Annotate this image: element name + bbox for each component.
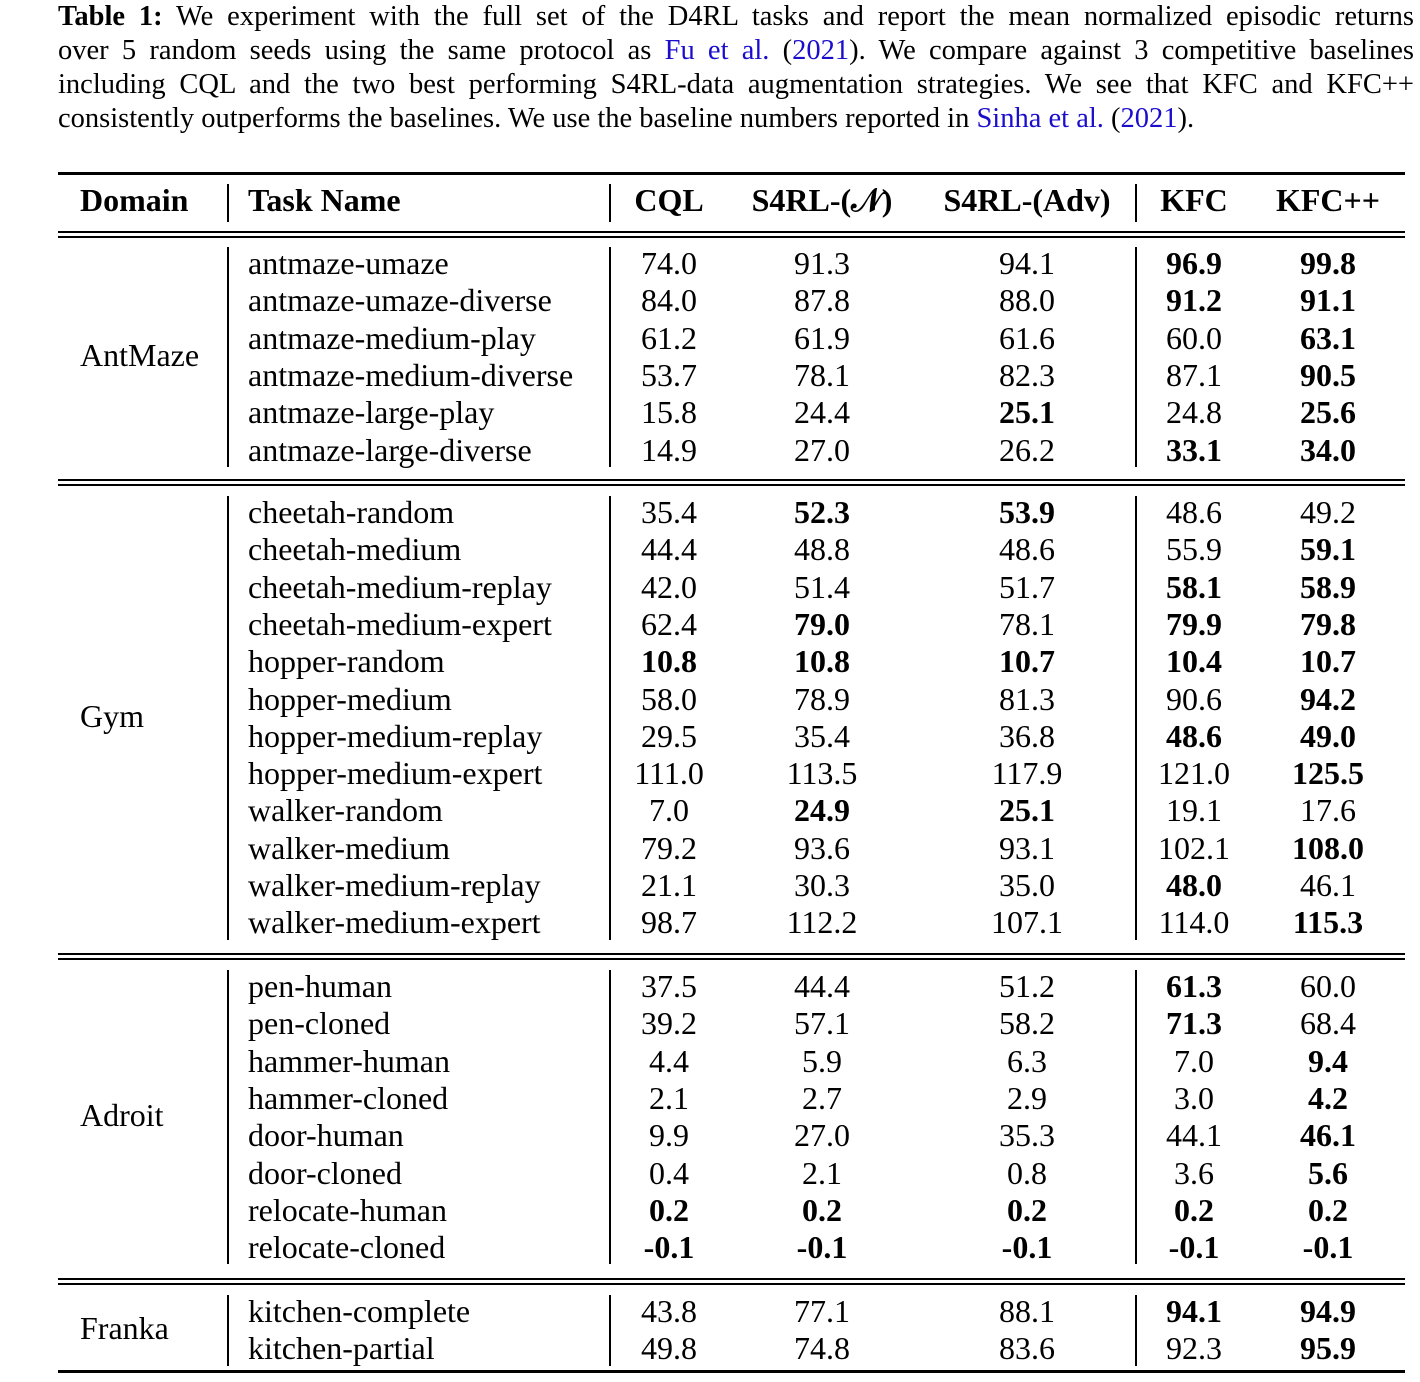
task-name: walker-medium — [248, 829, 450, 866]
value-cell: 24.8 — [1166, 394, 1222, 431]
value-cell: 117.9 — [991, 755, 1063, 792]
value-cell: 10.8 — [794, 643, 850, 680]
top-rule — [58, 172, 1405, 175]
value-cell: 107.1 — [991, 904, 1063, 941]
value-cell: 10.4 — [1166, 643, 1222, 680]
value-cell: 42.0 — [641, 568, 697, 605]
value-cell: 79.0 — [794, 605, 850, 642]
value-cell: 88.1 — [999, 1293, 1055, 1329]
domain-label: Franka — [80, 1310, 169, 1347]
value-cell: -0.1 — [643, 1229, 695, 1266]
value-cell: 24.9 — [794, 792, 850, 829]
value-cell: 79.2 — [641, 829, 697, 866]
value-cell: 35.4 — [794, 717, 850, 754]
value-cell: 51.7 — [999, 568, 1055, 605]
value-cell: 61.2 — [641, 319, 697, 356]
value-cell: 94.2 — [1300, 680, 1356, 717]
value-cell: 9.9 — [649, 1117, 689, 1154]
value-cell: 6.3 — [1007, 1042, 1047, 1079]
group-rule-1 — [58, 479, 1405, 481]
value-cell: -0.1 — [796, 1229, 848, 1266]
value-cell: 27.0 — [794, 1117, 850, 1154]
value-cell: 2.9 — [1007, 1079, 1047, 1116]
value-cell: 10.8 — [641, 643, 697, 680]
value-cell: 3.6 — [1174, 1154, 1214, 1191]
task-name: hammer-cloned — [248, 1079, 449, 1116]
task-name: door-human — [248, 1117, 404, 1154]
value-cell: 125.5 — [1292, 755, 1364, 792]
task-name: antmaze-medium-diverse — [248, 356, 574, 393]
task-name: antmaze-medium-play — [248, 319, 536, 356]
domain-separator — [227, 496, 229, 940]
header-kfcpp: KFC++ — [1275, 182, 1380, 218]
value-cell: -0.1 — [1168, 1229, 1220, 1266]
value-cell: 87.1 — [1166, 356, 1222, 393]
value-cell: 35.3 — [999, 1117, 1055, 1154]
value-cell: 62.4 — [641, 605, 697, 642]
value-cell: 90.6 — [1166, 680, 1222, 717]
value-cell: 60.0 — [1300, 968, 1356, 1004]
value-cell: 91.2 — [1166, 282, 1222, 319]
value-cell: 44.1 — [1166, 1117, 1222, 1154]
header-kfc: KFC — [1160, 182, 1228, 218]
citation-year-fu[interactable]: 2021 — [792, 35, 850, 66]
value-cell: 0.8 — [1007, 1154, 1047, 1191]
value-cell: 60.0 — [1166, 319, 1222, 356]
value-cell: 96.9 — [1166, 245, 1222, 281]
caption-line-4: consistently outperforms the baselines. We use the baseline numbers reported in Sinha et al. (2021). — [58, 103, 1195, 134]
value-cell: 49.2 — [1300, 494, 1356, 530]
task-name: hopper-medium-replay — [248, 717, 543, 754]
task-name: antmaze-umaze — [248, 245, 449, 281]
value-cell: 94.1 — [1166, 1293, 1222, 1329]
group-rule-1 — [58, 953, 1405, 955]
value-cell: 79.9 — [1166, 605, 1222, 642]
value-cell: 74.0 — [641, 245, 697, 281]
value-cell: 21.1 — [641, 867, 697, 903]
value-cell: 49.0 — [1300, 717, 1356, 754]
value-cell: 10.7 — [1300, 643, 1356, 680]
value-cell: 78.9 — [794, 680, 850, 717]
group-rule-1 — [58, 1278, 1405, 1280]
value-cell: 0.2 — [1007, 1191, 1047, 1228]
value-cell: 92.3 — [1166, 1330, 1222, 1367]
value-cell: 48.6 — [999, 531, 1055, 568]
value-cell: 102.1 — [1158, 829, 1230, 866]
value-cell: 25.1 — [999, 394, 1055, 431]
group-rule-2 — [58, 958, 1405, 960]
value-cell: 111.0 — [634, 755, 704, 792]
value-cell: 71.3 — [1166, 1005, 1222, 1042]
value-cell: 0.4 — [649, 1154, 689, 1191]
value-cell: 4.4 — [649, 1042, 689, 1079]
value-cell: 84.0 — [641, 282, 697, 319]
value-cell: 7.0 — [649, 792, 689, 829]
value-cell: 81.3 — [999, 680, 1055, 717]
domain-separator — [227, 247, 229, 467]
task-name: antmaze-large-diverse — [248, 431, 532, 468]
caption-line-1: Table 1: We experiment with the full set of the D4RL tasks and report the mean normalized episodic returns — [58, 1, 1414, 32]
header-sep-domain — [227, 184, 229, 222]
header-s4rl-n: S4RL-(𝒩) — [751, 182, 893, 218]
task-name: cheetah-medium-replay — [248, 568, 552, 605]
value-cell: 10.7 — [999, 643, 1055, 680]
value-cell: 59.1 — [1300, 531, 1356, 568]
task-name: hammer-human — [248, 1042, 450, 1079]
value-cell: 48.6 — [1166, 717, 1222, 754]
value-cell: 9.4 — [1308, 1042, 1348, 1079]
domain-label: Adroit — [80, 1097, 164, 1134]
header-rule-1 — [58, 231, 1405, 233]
task-name: walker-medium-expert — [248, 904, 541, 941]
value-cell: 63.1 — [1300, 319, 1356, 356]
value-cell: 57.1 — [794, 1005, 850, 1042]
value-cell: -0.1 — [1302, 1229, 1354, 1266]
value-cell: 0.2 — [802, 1191, 842, 1228]
value-cell: 48.6 — [1166, 494, 1222, 530]
value-cell: 4.2 — [1308, 1079, 1348, 1116]
citation-link-fu[interactable]: Fu et al. — [664, 35, 770, 66]
value-cell: 58.0 — [641, 680, 697, 717]
value-cell: 58.1 — [1166, 568, 1222, 605]
value-cell: 35.0 — [999, 867, 1055, 903]
value-cell: 33.1 — [1166, 431, 1222, 468]
value-cell: 29.5 — [641, 717, 697, 754]
value-cell: 44.4 — [641, 531, 697, 568]
value-cell: 78.1 — [999, 605, 1055, 642]
value-cell: 27.0 — [794, 431, 850, 468]
value-cell: 36.8 — [999, 717, 1055, 754]
value-cell: 94.1 — [999, 245, 1055, 281]
value-cell: 94.9 — [1300, 1293, 1356, 1329]
value-cell: 98.7 — [641, 904, 697, 941]
caption-line-2: over 5 random seeds using the same protocol as Fu et al. (2021). We compare against 3 competitive baselines — [58, 35, 1414, 66]
value-cell: 3.0 — [1174, 1079, 1214, 1116]
value-cell: 7.0 — [1174, 1042, 1214, 1079]
domain-separator — [227, 970, 229, 1264]
task-name: antmaze-umaze-diverse — [248, 282, 552, 319]
value-cell: 17.6 — [1300, 792, 1356, 829]
task-name: antmaze-large-play — [248, 394, 495, 431]
task-name: door-cloned — [248, 1154, 402, 1191]
value-cell: 24.4 — [794, 394, 850, 431]
value-cell: 61.6 — [999, 319, 1055, 356]
value-cell: 93.6 — [794, 829, 850, 866]
task-name: cheetah-medium-expert — [248, 605, 552, 642]
task-name: kitchen-complete — [248, 1293, 471, 1329]
value-cell: 83.6 — [999, 1330, 1055, 1367]
value-cell: 99.8 — [1300, 245, 1356, 281]
value-cell: 43.8 — [641, 1293, 697, 1329]
domain-label: Gym — [80, 697, 144, 734]
value-cell: 46.1 — [1300, 867, 1356, 903]
value-cell: 87.8 — [794, 282, 850, 319]
value-cell: 25.1 — [999, 792, 1055, 829]
value-cell: 61.9 — [794, 319, 850, 356]
caption-label: Table 1: — [58, 1, 163, 32]
value-cell: 52.3 — [794, 494, 850, 530]
header-rule-2 — [58, 236, 1405, 238]
value-cell: 35.4 — [641, 494, 697, 530]
value-cell: 2.1 — [649, 1079, 689, 1116]
task-name: relocate-cloned — [248, 1229, 446, 1266]
bottom-rule — [58, 1370, 1405, 1373]
group-rule-2 — [58, 1283, 1405, 1285]
caption-line-3: including CQL and the two best performing S4RL-data augmentation strategies. We see that KFC and KFC++ — [58, 69, 1414, 100]
header-task-name: Task Name — [248, 182, 401, 218]
value-cell: 74.8 — [794, 1330, 850, 1367]
value-cell: 82.3 — [999, 356, 1055, 393]
value-cell: 88.0 — [999, 282, 1055, 319]
value-cell: 15.8 — [641, 394, 697, 431]
value-cell: 53.9 — [999, 494, 1055, 530]
value-cell: 78.1 — [794, 356, 850, 393]
value-cell: 49.8 — [641, 1330, 697, 1367]
value-cell: 48.0 — [1166, 867, 1222, 903]
task-name: walker-random — [248, 792, 443, 829]
value-cell: 114.0 — [1158, 904, 1230, 941]
value-cell: 91.1 — [1300, 282, 1356, 319]
value-cell: 58.2 — [999, 1005, 1055, 1042]
value-cell: 51.2 — [999, 968, 1055, 1004]
task-name: cheetah-random — [248, 494, 455, 530]
value-cell: 68.4 — [1300, 1005, 1356, 1042]
value-cell: 95.9 — [1300, 1330, 1356, 1367]
value-cell: 48.8 — [794, 531, 850, 568]
value-cell: 44.4 — [794, 968, 850, 1004]
header-sep-methods — [1135, 184, 1137, 222]
value-cell: 0.2 — [1174, 1191, 1214, 1228]
header-s4rl-adv: S4RL-(Adv) — [943, 182, 1111, 218]
task-name: pen-cloned — [248, 1005, 391, 1042]
value-cell: 2.1 — [802, 1154, 842, 1191]
value-cell: 5.6 — [1308, 1154, 1348, 1191]
value-cell: 37.5 — [641, 968, 697, 1004]
value-cell: 5.9 — [802, 1042, 842, 1079]
value-cell: 91.3 — [794, 245, 850, 281]
value-cell: 14.9 — [641, 431, 697, 468]
task-name: relocate-human — [248, 1191, 447, 1228]
value-cell: 90.5 — [1300, 356, 1356, 393]
value-cell: 34.0 — [1300, 431, 1356, 468]
value-cell: 0.2 — [649, 1191, 689, 1228]
task-name: hopper-medium — [248, 680, 452, 717]
task-name: hopper-random — [248, 643, 445, 680]
value-cell: 26.2 — [999, 431, 1055, 468]
task-name: hopper-medium-expert — [248, 755, 543, 792]
value-cell: 2.7 — [802, 1079, 842, 1116]
value-cell: 19.1 — [1166, 792, 1222, 829]
value-cell: 39.2 — [641, 1005, 697, 1042]
value-cell: 113.5 — [786, 755, 858, 792]
header-cql: CQL — [634, 182, 704, 218]
citation-link-sinha[interactable]: Sinha et al. — [976, 103, 1104, 134]
value-cell: 30.3 — [794, 867, 850, 903]
value-cell: 121.0 — [1158, 755, 1230, 792]
group-rule-2 — [58, 484, 1405, 486]
header-domain: Domain — [80, 182, 189, 218]
value-cell: 112.2 — [786, 904, 858, 941]
value-cell: 55.9 — [1166, 531, 1222, 568]
value-cell: -0.1 — [1001, 1229, 1053, 1266]
domain-separator — [227, 1295, 229, 1366]
value-cell: 25.6 — [1300, 394, 1356, 431]
value-cell: 61.3 — [1166, 968, 1222, 1004]
value-cell: 93.1 — [999, 829, 1055, 866]
value-cell: 77.1 — [794, 1293, 850, 1329]
value-cell: 0.2 — [1308, 1191, 1348, 1228]
value-cell: 46.1 — [1300, 1117, 1356, 1154]
value-cell: 51.4 — [794, 568, 850, 605]
citation-year-sinha[interactable]: 2021 — [1120, 103, 1178, 134]
header-sep-task — [609, 184, 611, 222]
table-caption — [58, 0, 1414, 136]
value-cell: 115.3 — [1292, 904, 1364, 941]
task-name: kitchen-partial — [248, 1330, 435, 1367]
domain-label: AntMaze — [80, 336, 200, 373]
value-cell: 108.0 — [1292, 829, 1364, 866]
task-name: pen-human — [248, 968, 392, 1004]
task-name: cheetah-medium — [248, 531, 462, 568]
value-cell: 79.8 — [1300, 605, 1356, 642]
value-cell: 58.9 — [1300, 568, 1356, 605]
value-cell: 53.7 — [641, 356, 697, 393]
task-name: walker-medium-replay — [248, 867, 541, 903]
